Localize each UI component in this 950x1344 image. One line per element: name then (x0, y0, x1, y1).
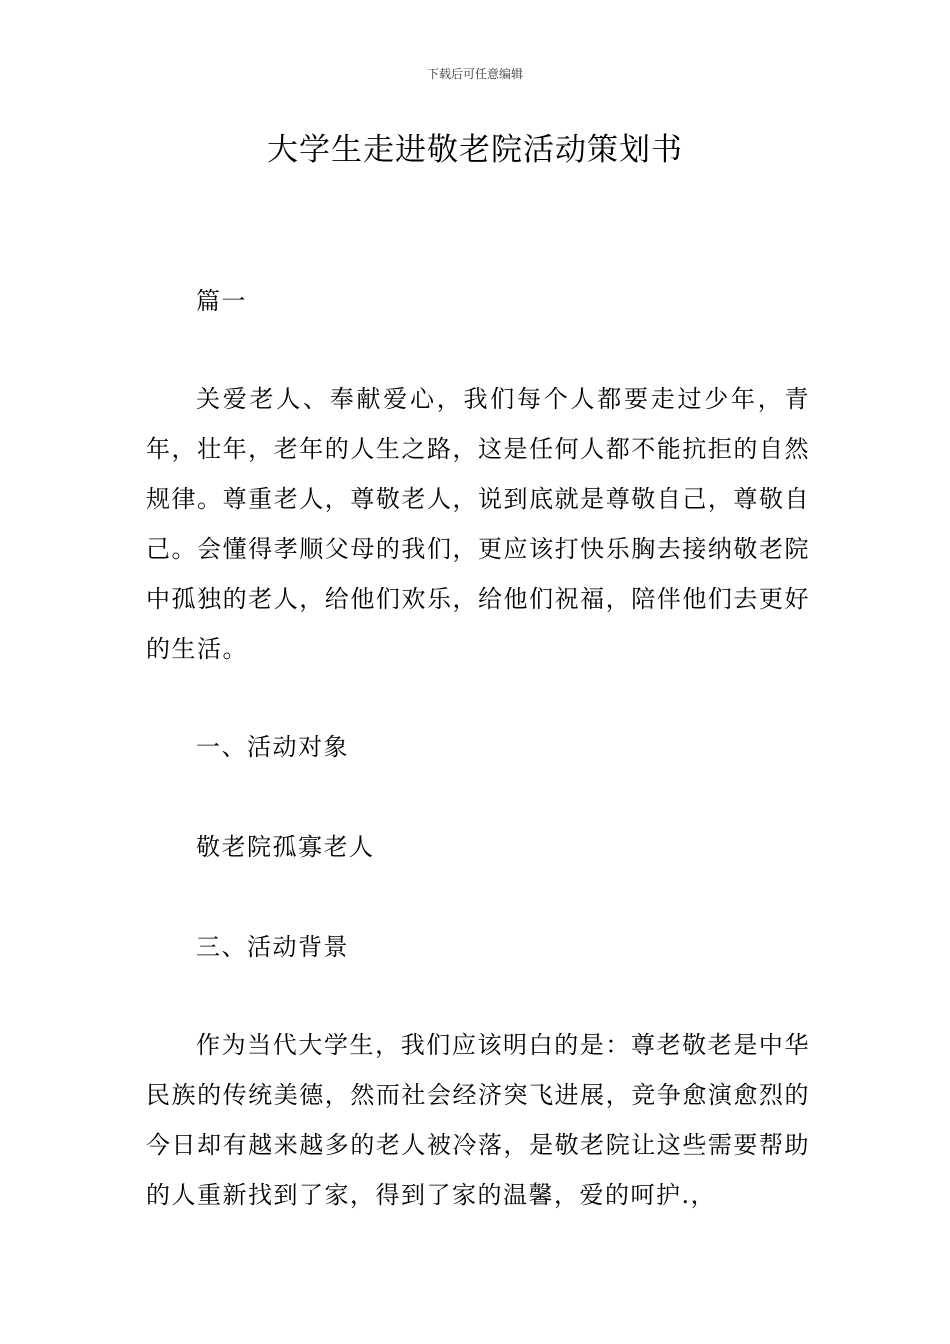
background-paragraph: 作为当代大学生，我们应该明白的是：尊老敬老是中华民族的传统美德，然而社会经济突飞进展，竞争愈演愈烈的今日却有越来越多的老人被冷落，是敬老院让这些需要帮助的人重新找到了家，得到了家的温馨，爱的呵护.， (146, 1031, 810, 1209)
page-header-note: 下载后可任意编辑 (426, 67, 523, 81)
intro-paragraph: 关爱老人、奉献爱心，我们每个人都要走过少年，青年，壮年，老年的人生之路，这是任何人都不能抗拒的自然规律。尊重老人，尊敬老人，说到底就是尊敬自己，尊敬自己。会懂得孝顺父母的我们，更应该打快乐胸去接纳敬老院中孤独的老人，给他们欢乐，给他们祝福，陪伴他们去更好的生活。 (146, 385, 810, 663)
document-title: 大学生走进敬老院活动策划书 (267, 132, 683, 168)
heading-activity-target: 一、活动对象 (196, 733, 349, 761)
section-label: 篇一 (196, 287, 247, 315)
activity-target-text: 敬老院孤寡老人 (196, 833, 375, 861)
heading-activity-background: 三、活动背景 (196, 933, 349, 961)
